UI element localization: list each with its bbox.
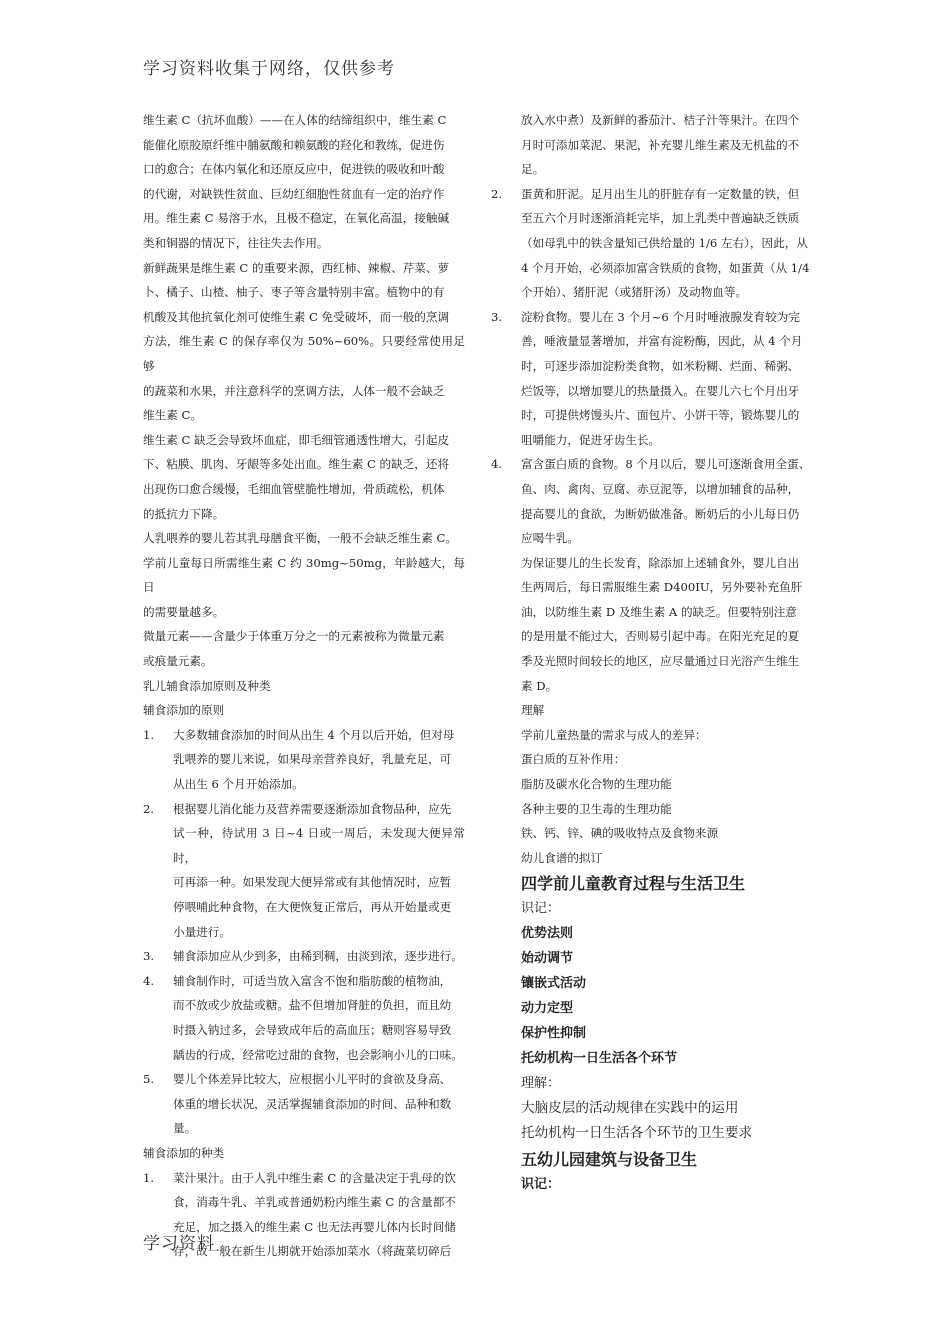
trace-element-paragraph — [143, 624, 465, 673]
text-line: 大多数辅食添加的时间从出生 4 个月以后开始，但对母 — [173, 727, 455, 742]
item-text — [173, 723, 465, 797]
text-line: 或痕量元素。 — [143, 654, 213, 669]
understand-label: 理解 — [521, 703, 545, 718]
text-line: 鱼、肉、禽肉、豆腐、赤豆泥等，以增加辅食的品种， — [521, 481, 800, 496]
text-line: 善，唾液量显著增加，并富有淀粉酶，因此，从 4 个月 — [521, 334, 803, 349]
text-line: 口的愈合；在体内氧化和还原反应中，促进铁的吸收和叶酸 — [143, 162, 445, 177]
item-text — [173, 969, 465, 1067]
text-line: 维生素 C（抗坏血酸）——在人体的结缔组织中，维生素 C — [143, 113, 447, 127]
text-line: 生两周后，每日需服维生素 D400IU，另外要补充鱼肝 — [521, 580, 803, 595]
list-item: 始动调节 — [521, 951, 574, 967]
text-line: 存，故一般在新生儿期就开始添加菜水（将蔬菜切碎后 — [173, 1244, 452, 1259]
chapter-title: 五幼儿园建筑与设备卫生 — [521, 1150, 698, 1170]
text-line: 的是用量不能过大，否则易引起中毒。在阳光充足的夏 — [521, 629, 800, 644]
understand-block — [491, 698, 811, 870]
text-line: 富含蛋白质的食物。8 个月以后，婴儿可逐渐食用全蛋、 — [521, 457, 811, 472]
recall-label: 识记： — [521, 1177, 561, 1193]
text-line: 维生素 C。 — [143, 408, 202, 423]
text-line: 停喂哺此种食物，在大便恢复正常后，再从开始量或更 — [173, 900, 452, 914]
text-line: 素 D。 — [521, 678, 558, 693]
item-number: 1. — [143, 1170, 155, 1185]
item-number: 1. — [143, 727, 155, 742]
kind-item — [491, 182, 811, 305]
subsection-title: 辅食添加的种类 — [143, 1145, 225, 1160]
list-item: 托幼机构一日生活各个环节的卫生要求 — [521, 1125, 753, 1142]
list-item: 学前儿童热量的需求与成人的差异： — [521, 727, 707, 742]
text-line: 油，以防维生素 D 及维生素 A 的缺乏。但要特别注意 — [521, 604, 797, 619]
text-line: 卜、橘子、山楂、柚子、枣子等含量特别丰富。植物中的有 — [143, 285, 445, 300]
page-footer: 学习资料 — [143, 1234, 215, 1254]
item-number: 4. — [491, 457, 503, 472]
text-line: 菜汁果汁。由于人乳中维生素 C 的含量决定于乳母的饮 — [173, 1170, 456, 1185]
text-line: 提高婴儿的食欲，为断奶做准备。断奶后的小儿每日仍 — [521, 506, 800, 521]
text-line: 小量进行。 — [173, 924, 231, 939]
text-line: 足。 — [521, 162, 545, 177]
breastfeeding-paragraph — [143, 526, 465, 624]
text-line: 微量元素——含量少于体重万分之一的元素被称为微量元素 — [143, 629, 445, 644]
item-number: 2. — [491, 186, 503, 201]
understand-label: 理解： — [521, 1076, 561, 1092]
text-line: 试一种，待试用 3 日~4 日或一周后，未发现大便异常时， — [173, 826, 465, 865]
section-title: 乳儿辅食添加原则及种类 — [143, 678, 271, 693]
recall-label: 识记： — [521, 901, 561, 917]
item-number: 5. — [143, 1072, 155, 1087]
item-number: 4. — [143, 973, 155, 988]
principle-item — [143, 723, 465, 797]
text-line: 食，消毒牛乳、羊乳或普通奶粉内维生素 C 的含量都不 — [173, 1195, 456, 1210]
text-line: 用。维生素 C 易溶于水，且极不稳定，在氧化高温，接触碱 — [143, 211, 450, 226]
left-column — [143, 108, 465, 1264]
text-line: 龋齿的行成，经常吃过甜的食物，也会影响小儿的口味。 — [173, 1047, 463, 1062]
text-line: 放入水中煮）及新鲜的番茄汁、桔子汁等果汁。在四个 — [521, 113, 800, 127]
vitamin-c-paragraph — [143, 108, 465, 256]
text-line: 方法，维生素 C 的保存率仅为 50%~60%。只要经常使用足够 — [143, 334, 465, 373]
text-line: 人乳喂养的婴儿若其乳母膳食平衡，一般不会缺乏维生素 C。 — [143, 531, 457, 546]
text-line: 时，可提供烤馒头片、面包片、小饼干等，锻炼婴儿的 — [521, 408, 800, 423]
text-line: 可再添一种。如果发现大便异常或有其他情况时，应暂 — [173, 875, 452, 890]
item-text — [173, 797, 465, 945]
principle-item — [143, 944, 465, 969]
item-number: 3. — [491, 309, 503, 324]
list-item: 动力定型 — [521, 1001, 574, 1017]
kind-item — [491, 452, 811, 550]
item-number: 3. — [143, 949, 155, 964]
principle-item — [143, 797, 465, 945]
item-number: 2. — [143, 801, 155, 816]
text-line: 咀嚼能力，促进牙齿生长。 — [521, 432, 661, 447]
text-line: 烂饭等，以增加婴儿的热量摄入。在婴儿六七个月出牙 — [521, 383, 800, 398]
list-item: 脂肪及碳水化合物的生理功能 — [521, 777, 672, 792]
text-line: 时，可逐步添加淀粉类食物，如米粉糊、烂面、稀粥、 — [521, 358, 800, 373]
chapter-title: 四学前儿童教育过程与生活卫生 — [521, 874, 746, 894]
subsection-title: 辅食添加的原则 — [143, 703, 225, 718]
right-column — [491, 108, 811, 1197]
text-line: 下、粘膜、肌肉、牙龈等多处出血。维生素 C 的缺乏，还将 — [143, 457, 450, 472]
list-item: 大脑皮层的活动规律在实践中的运用 — [521, 1100, 739, 1117]
list-item: 托幼机构一日生活各个环节 — [521, 1051, 678, 1067]
text-line: 的代谢，对缺铁性贫血、巨幼红细胞性贫血有一定的治疗作 — [143, 186, 445, 201]
list-item: 幼儿食谱的拟订 — [521, 850, 603, 865]
text-line: 季及光照时间较长的地区，应尽量通过日光浴产生维生 — [521, 654, 800, 669]
text-line: 维生素 C 缺乏会导致坏血症，即毛细管通透性增大，引起皮 — [143, 432, 450, 447]
text-line: 出现伤口愈合缓慢，毛细血管壁脆性增加，骨质疏松，机体 — [143, 481, 445, 496]
vitamin-d-paragraph — [491, 551, 811, 699]
text-line: 时摄入钠过多，会导致成年后的高血压；糖则容易导致 — [173, 1022, 452, 1037]
text-line: （如母乳中的铁含量知己供给量的 1/6 左右），因此，从 — [521, 235, 808, 250]
kind-item — [491, 305, 811, 453]
text-line: 月时可添加菜泥、果泥，补充婴儿维生素及无机盐的不 — [521, 137, 800, 152]
text-line: 的需要量越多。 — [143, 604, 225, 619]
principle-item — [143, 969, 465, 1067]
list-item: 保护性抑制 — [521, 1026, 587, 1042]
vitamin-c-deficiency-paragraph — [143, 428, 465, 526]
text-line: 至五六个月时逐渐消耗完毕，加上乳类中普遍缺乏铁质 — [521, 211, 800, 226]
item-text — [521, 182, 811, 305]
principle-item — [143, 1067, 465, 1141]
text-line: 新鲜蔬果是维生素 C 的重要来源，西红柿、辣椒、芹菜、萝 — [143, 260, 450, 275]
item-text — [173, 1067, 465, 1141]
chapter-5 — [491, 1148, 811, 1197]
text-line: 从出生 6 个月开始添加。 — [173, 777, 304, 792]
text-line: 的抵抗力下降。 — [143, 506, 225, 521]
text-line: 个开始）、猪肝泥（或猪肝汤）及动物血等。 — [521, 285, 748, 300]
text-line: 4 个月开始，必须添加富含铁质的食物，如蛋黄（从 1/4 — [521, 260, 810, 275]
text-line: 淀粉食物。婴儿在 3 个月~6 个月时唾液腺发育较为完 — [521, 309, 800, 324]
text-line: 应喝牛乳。 — [521, 531, 579, 546]
text-line: 类和铜器的情况下，往往失去作用。 — [143, 235, 329, 250]
vitamin-c-source-paragraph — [143, 256, 465, 428]
text-line: 的蔬菜和水果，并注意科学的烹调方法，人体一般不会缺乏 — [143, 383, 445, 398]
kind-item-continued — [491, 108, 811, 182]
text-line: 辅食制作时，可适当放入富含不饱和脂肪酸的植物油， — [173, 973, 452, 988]
list-item: 优势法则 — [521, 926, 574, 942]
text-line: 为保证婴儿的生长发育，除添加上述辅食外，婴儿自出 — [521, 555, 800, 570]
text-line: 根据婴儿消化能力及营养需要逐渐添加食物品种，应先 — [173, 801, 452, 816]
text-line: 机酸及其他抗氧化剂可使维生素 C 免受破坏，而一般的烹调 — [143, 309, 450, 324]
item-text — [521, 305, 811, 453]
text-line: 量。 — [173, 1121, 197, 1136]
text-line: 蛋黄和肝泥。足月出生儿的肝脏存有一定数量的铁，但 — [521, 186, 800, 201]
text-line: 而不放或少放盐或糖。盐不但增加肾脏的负担，而且幼 — [173, 998, 452, 1013]
item-text — [521, 452, 811, 550]
text-line: 乳喂养的婴儿来说，如果母亲营养良好，乳量充足，可 — [173, 752, 452, 767]
list-item: 各种主要的卫生毒的生理功能 — [521, 801, 672, 816]
list-item: 蛋白质的互补作用： — [521, 752, 626, 767]
list-item: 铁、钙、锌、碘的吸收特点及食物来源 — [521, 826, 719, 841]
text-line: 体重的增长状况，灵活掌握辅食添加的时间、品种和数 — [173, 1096, 452, 1111]
item-text — [173, 944, 465, 969]
text-line: 婴儿个体差异比较大，应根据小儿平时的食欲及身高、 — [173, 1072, 452, 1087]
chapter-4 — [491, 872, 811, 1146]
text-line: 学前儿童每日所需维生素 C 约 30mg~50mg，年龄越大，每日 — [143, 555, 465, 595]
text-line: 辅食添加应从少到多，由稀到稠，由淡到浓，逐步进行。 — [173, 949, 463, 964]
text-line: 充足，加之摄入的维生素 C 也无法再婴儿体内长时间储 — [173, 1219, 456, 1234]
text-line: 能催化原胶原纤维中脯氨酸和赖氨酸的羟化和教练，促进伤 — [143, 137, 445, 152]
page-header: 学习资料收集于网络，仅供参考 — [143, 59, 395, 79]
item-text — [173, 1166, 465, 1264]
list-item: 镶嵌式活动 — [521, 976, 587, 992]
